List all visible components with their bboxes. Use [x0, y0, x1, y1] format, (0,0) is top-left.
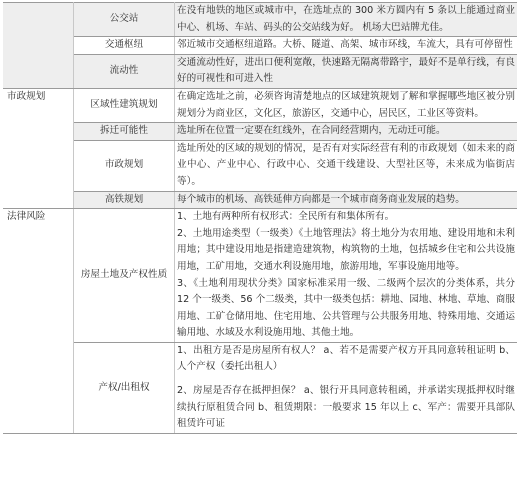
description-spacer	[177, 376, 515, 383]
site-selection-table	[3, 2, 517, 434]
table-row	[3, 191, 517, 209]
description-cell	[175, 3, 518, 37]
table-row	[3, 3, 517, 37]
description-cell	[175, 342, 518, 433]
description-text: 交通流动性好，进出口便利宽敞，快速路无隔离带路宇，最好不是单行线，有良好的可视性和可进入性	[177, 56, 515, 85]
description-cell	[175, 123, 518, 141]
description-text: 在确定选址之前，必须咨询清楚地点的区域建筑规划了解和掌握哪些地区被分别规划分为商业区，文化区，旅游区，交通中心，居民区，工业区等资料。	[177, 90, 515, 119]
subcategory-cell: 公交站	[74, 3, 175, 37]
subcategory-cell: 拆迁可能性	[74, 123, 175, 141]
description-text: 2、土地用途类型（一级类）《土地管理法》将土地分为农用地、建设用地和未利用地；其中建设用地是指建造建筑物，构筑物的土地，包括城乡住宅和公共设施用地，工矿用地，交通水利设施用地，旅游用地，军事设施用地等。	[177, 227, 515, 272]
description-text: 选址所处的区域的规划的情况，是否有对实际经营有利的市政规划（如未来的商业中心、产业中心、行政中心、交通干线建设、大型社区等，未来成为临街店等）。	[177, 142, 515, 187]
description-text: 每个城市的机场、高铁延伸方向都是一个城市商务商业发展的趋势。	[177, 193, 465, 205]
subcategory-cell: 流动性	[74, 54, 175, 88]
subcategory-cell: 区域性建筑规划	[74, 88, 175, 122]
description-text: 1、出租方是否是房屋所有权人？ a、若不是需要产权方开具同意转租证明 b、人个产权（委托出租人）	[177, 344, 515, 373]
table-row	[3, 88, 517, 122]
category-label: 市政规划	[7, 90, 46, 102]
description-cell	[175, 140, 518, 191]
table-row	[3, 140, 517, 191]
category-cell	[3, 88, 74, 208]
description-cell	[175, 209, 518, 343]
subcategory-cell: 高铁规划	[74, 191, 175, 209]
subcategory-cell: 交通枢纽	[74, 37, 175, 55]
description-cell	[175, 54, 518, 88]
table-row	[3, 123, 517, 141]
description-text: 1、土地有两种所有权形式：全民所有和集体所有。	[177, 211, 395, 223]
category-label: 法律风险	[7, 211, 46, 223]
subcategory-cell: 房屋土地及产权性质	[74, 209, 175, 343]
subcategory-cell: 市政规划	[74, 140, 175, 191]
table-row	[3, 54, 517, 88]
category-cell	[3, 209, 74, 434]
description-cell	[175, 88, 518, 122]
description-text: 邻近城市交通枢纽道路。大桥、隧道、高架、城市环线，车流大，具有可停留性	[177, 39, 513, 51]
category-cell	[3, 3, 74, 89]
table-row	[3, 342, 517, 433]
table-row	[3, 37, 517, 55]
description-text: 选址所在位置一定要在红线外，在合同经营期内，无动迁可能。	[177, 125, 446, 137]
description-text: 2、房屋是否存在抵押担保？ a、银行开具同意转租函，并承诺实现抵押权时继续执行原租赁合同 b、租赁期限：一般要求 15 年以上 c、军产：需要开具部队租赁许可证	[177, 385, 515, 430]
description-cell	[175, 37, 518, 55]
table-row	[3, 209, 517, 343]
description-cell	[175, 191, 518, 209]
subcategory-cell: 产权/出租权	[74, 342, 175, 433]
description-text: 在没有地铁的地区或城市中，在选址点的 300 米方圆内有 5 条以上能通过商业中心、机场、车站、码头的公交站线为好。 机场大巴站牌尤佳。	[177, 5, 515, 33]
description-text: 3、《土地利用现状分类》国家标准采用一级、二级两个层次的分类体系，共分 12 个一级类、56 个二级类，其中一级类包括：耕地、园地、林地、草地、商服用地、工矿仓储用地、住宅用地、公共管理与公共服务用地、特殊用地、交通运输用地、水域及水利设施用地、其他土地。	[177, 277, 515, 339]
